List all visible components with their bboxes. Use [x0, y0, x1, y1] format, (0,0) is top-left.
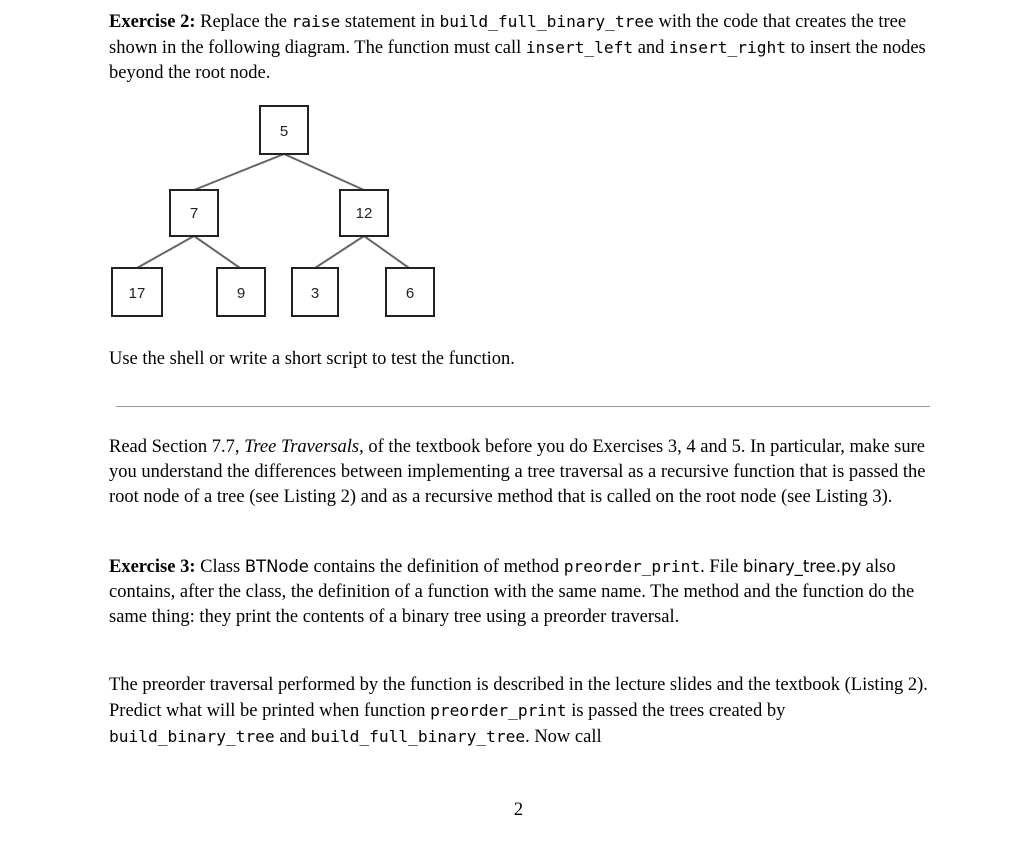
code-raise: raise [291, 12, 341, 31]
edge-left-leftright [194, 236, 240, 268]
node-label: 9 [236, 285, 246, 302]
code-build-binary-tree: build_binary_tree [109, 727, 275, 747]
tree-node-right-right [386, 268, 434, 316]
page-number: 2 [513, 800, 524, 820]
node-label: 3 [310, 285, 320, 302]
section-divider [116, 406, 930, 407]
tree-node-left-left [112, 268, 162, 316]
tree-node-root [260, 106, 308, 154]
read-section-paragraph: Read Section 7.7, Tree Traversals, of the textbook before you do Exercises 3, 4 and 5. In particular, make sure you understand the differences between implementing a tree traversal as a recursive function that is passed the root node of a tree (see Listing 2) and as a recursive method that is called on the root node (see Listing 3). [109, 437, 926, 508]
binary-tree-diagram [0, 0, 1024, 340]
edge-root-left [194, 154, 284, 190]
test-note: Use the shell or write a short script to test the function. [109, 349, 515, 369]
node-label: 6 [405, 285, 415, 302]
code-btnode: BTNode [244, 557, 309, 576]
code-preorder-print: preorder_print [563, 557, 701, 576]
edge-right-rightright [364, 236, 409, 268]
tree-node-left [170, 190, 218, 236]
code-build-full-binary-tree: build_full_binary_tree [439, 12, 654, 31]
tree-node-left-right [217, 268, 265, 316]
node-label: 5 [279, 123, 289, 140]
edge-right-rightleft [315, 236, 364, 268]
node-label: 12 [355, 205, 373, 222]
node-label: 7 [189, 205, 199, 222]
edge-root-right [284, 154, 364, 190]
node-label: 17 [128, 285, 146, 302]
exercise2-paragraph: Exercise 2: Replace the raise statement in build_full_binary_tree with the code that creates the tree shown in the following diagram. The function must call insert_left and insert_right to insert the nodes beyond the root node. [109, 12, 926, 84]
code-insert-left: insert_left [525, 38, 634, 58]
code-insert-right: insert_right [669, 38, 786, 58]
exercise2-label: Exercise 2: [109, 12, 196, 32]
preorder-paragraph: The preorder traversal performed by the function is described in the lecture slides and the textbook (Listing 2). Predict what will be printed when function preorder_print is passed the trees created by build_binary_tree and build_full_binary_tree. Now call [109, 675, 928, 748]
file-binary-tree-py: binary_tree.py [742, 557, 862, 576]
code-build-full-binary-tree: build_full_binary_tree [310, 727, 526, 747]
section-title: Tree Traversals [244, 437, 360, 457]
edge-left-leftleft [137, 236, 194, 268]
exercise3-paragraph: Exercise 3: Class BTNode contains the definition of method preorder_print. File binary_tree.py also contains, after the class, the definition of a function with the same name. The method and the function do the same thing: they print the contents of a binary tree using a preorder traversal. [109, 557, 915, 628]
exercise3-label: Exercise 3: [109, 557, 196, 577]
code-preorder-print: preorder_print [430, 701, 567, 721]
tree-node-right [340, 190, 388, 236]
tree-node-right-left [292, 268, 338, 316]
